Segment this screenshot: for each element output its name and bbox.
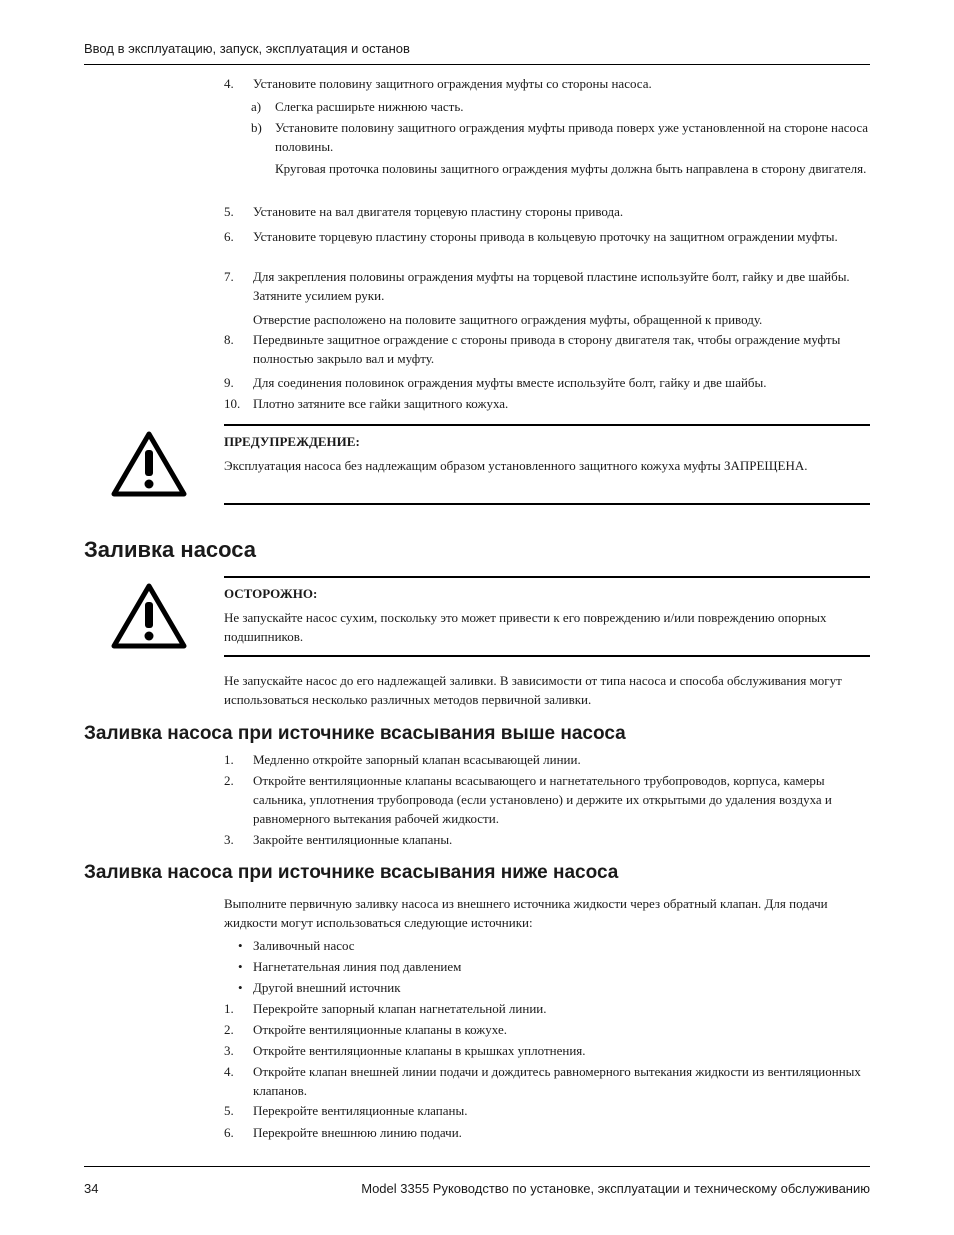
caution-bottom-rule bbox=[224, 655, 870, 657]
step-number: 10. bbox=[224, 396, 241, 411]
section-heading-above: Заливка насоса при источнике всасывания выше насоса bbox=[84, 723, 626, 744]
list-item bbox=[224, 936, 870, 955]
substep-text: Установите половину защитного ограждения муфты привода поверх уже установленной на стороне насоса половины. bbox=[275, 120, 869, 154]
bullet-text: Другой внешний источник bbox=[253, 980, 401, 995]
step-text: Установите половину защитного ограждения муфты со стороны насоса. bbox=[253, 76, 652, 91]
step-number: 1. bbox=[224, 1001, 234, 1016]
step-text: Для соединения половинок ограждения муфты вместе используйте болт, гайку и две шайбы. bbox=[253, 375, 767, 390]
list-item bbox=[224, 227, 870, 265]
step-text: Закройте вентиляционные клапаны. bbox=[253, 832, 453, 847]
substep-letter: a) bbox=[251, 99, 262, 114]
bullet-icon: • bbox=[238, 938, 243, 953]
list-item bbox=[224, 118, 870, 156]
step-number: 5. bbox=[224, 204, 234, 219]
list-item bbox=[224, 999, 870, 1018]
running-header: Ввод в эксплуатацию, запуск, эксплуатация и останов bbox=[84, 41, 410, 56]
header-rule bbox=[84, 64, 870, 65]
list-item bbox=[224, 771, 870, 828]
caution-text: Не запускайте насос сухим, поскольку это может привести к его повреждению и/или повреждению опорных подшипников. bbox=[224, 610, 827, 644]
substep-text: Слегка расширьте нижнюю часть. bbox=[275, 99, 464, 114]
step-number: 8. bbox=[224, 332, 234, 347]
list-item bbox=[224, 1123, 870, 1142]
step-text: Откройте вентиляционные клапаны в кожухе. bbox=[253, 1022, 507, 1037]
step-number: 6. bbox=[224, 1125, 234, 1140]
list-item bbox=[224, 74, 870, 93]
step-number: 6. bbox=[224, 229, 234, 244]
bullet-icon: • bbox=[238, 980, 243, 995]
step-number: 1. bbox=[224, 752, 234, 767]
step-number: 2. bbox=[224, 773, 234, 788]
page-number: 34 bbox=[84, 1181, 99, 1196]
step-text: Установите на вал двигателя торцевую пластину стороны привода. bbox=[253, 204, 624, 219]
step-text: Перекройте запорный клапан нагнетательной линии. bbox=[253, 1001, 547, 1016]
list-item bbox=[224, 330, 870, 368]
warning-title: ПРЕДУПРЕЖДЕНИЕ: bbox=[224, 434, 360, 449]
list-item bbox=[224, 957, 870, 976]
list-item bbox=[224, 267, 870, 305]
step-text: Медленно откройте запорный клапан всасывающей линии. bbox=[253, 752, 581, 767]
list-item bbox=[224, 1062, 870, 1100]
step-number: 3. bbox=[224, 832, 234, 847]
step-text: Для закрепления половины ограждения муфты на торцевой пластине используйте болт, гайку и две шайбы. Затяните усилием руки. bbox=[253, 269, 850, 303]
step-number: 2. bbox=[224, 1022, 234, 1037]
list-item bbox=[224, 373, 870, 392]
list-item bbox=[224, 1041, 870, 1060]
list-item bbox=[224, 978, 870, 997]
step-number: 3. bbox=[224, 1043, 234, 1058]
step-number: 4. bbox=[224, 76, 234, 91]
step-text: Передвиньте защитное ограждение с стороны привода в сторону двигателя так, чтобы ограждение муфты полностью закрыло вал и муфту. bbox=[253, 332, 841, 366]
below-intro: Выполните первичную заливку насоса из внешнего источника жидкости через обратный клапан. Для подачи жидкости могут использоваться следующие источники: bbox=[224, 896, 828, 930]
list-item bbox=[224, 159, 870, 197]
list-item bbox=[224, 750, 870, 769]
list-item bbox=[224, 202, 870, 221]
list-item bbox=[224, 830, 870, 849]
step-note: Отверстие расположено на половите защитного ограждения муфты, обращенной к приводу. bbox=[253, 312, 763, 327]
footer-rule bbox=[84, 1166, 870, 1167]
warning-triangle-icon bbox=[110, 430, 188, 498]
step-text: Перекройте вентиляционные клапаны. bbox=[253, 1103, 468, 1118]
list-item bbox=[224, 310, 870, 329]
step-text: Откройте вентиляционные клапаны в крышках уплотнения. bbox=[253, 1043, 586, 1058]
step-text: Установите торцевую пластину стороны привода в кольцевую проточку на защитном ограждении муфты. bbox=[253, 229, 838, 244]
step-text: Перекройте внешнюю линию подачи. bbox=[253, 1125, 462, 1140]
substep-letter: b) bbox=[251, 120, 262, 135]
caution-triangle-icon bbox=[110, 582, 188, 650]
list-item bbox=[224, 1101, 870, 1120]
warning-text: Эксплуатация насоса без надлежащим образом установленного защитного кожуха муфты ЗАПРЕЩЕНА. bbox=[224, 458, 808, 473]
substep-note: Круговая проточка половины защитного ограждения муфты должна быть направлена в сторону двигателя. bbox=[275, 161, 867, 176]
list-item bbox=[224, 394, 870, 413]
list-item bbox=[224, 1020, 870, 1039]
caution-title: ОСТОРОЖНО: bbox=[224, 586, 318, 601]
warning-top-rule bbox=[224, 424, 870, 426]
warning-bottom-rule bbox=[224, 503, 870, 505]
step-number: 7. bbox=[224, 269, 234, 284]
caution-top-rule bbox=[224, 576, 870, 578]
bullet-text: Заливочный насос bbox=[253, 938, 355, 953]
step-number: 4. bbox=[224, 1064, 234, 1079]
step-number: 9. bbox=[224, 375, 234, 390]
bullet-text: Нагнетательная линия под давлением bbox=[253, 959, 462, 974]
section-heading-priming: Заливка насоса bbox=[84, 537, 257, 562]
section-heading-below: Заливка насоса при источнике всасывания ниже насоса bbox=[84, 862, 619, 883]
step-text: Откройте вентиляционные клапаны всасывающего и нагнетательного трубопроводов, корпуса, камеры сальника, уплотнения трубопровода (если установлено) и держите их открытыми до удаления воздуха и равномерного вытекания рабочей жидкости. bbox=[253, 773, 832, 826]
step-text: Откройте клапан внешней линии подачи и дождитесь равномерного вытекания жидкости из вентиляционных клапанов. bbox=[253, 1064, 861, 1098]
step-number: 5. bbox=[224, 1103, 234, 1118]
step-text: Плотно затяните все гайки защитного кожуха. bbox=[253, 396, 509, 411]
footer-doc-title: Model 3355 Руководство по установке, эксплуатации и техническому обслуживанию bbox=[361, 1181, 870, 1196]
priming-intro: Не запускайте насос до его надлежащей заливки. В зависимости от типа насоса и способа обслуживания могут использоваться несколько различных методов первичной заливки. bbox=[224, 673, 842, 707]
list-item bbox=[224, 97, 870, 116]
bullet-icon: • bbox=[238, 959, 243, 974]
